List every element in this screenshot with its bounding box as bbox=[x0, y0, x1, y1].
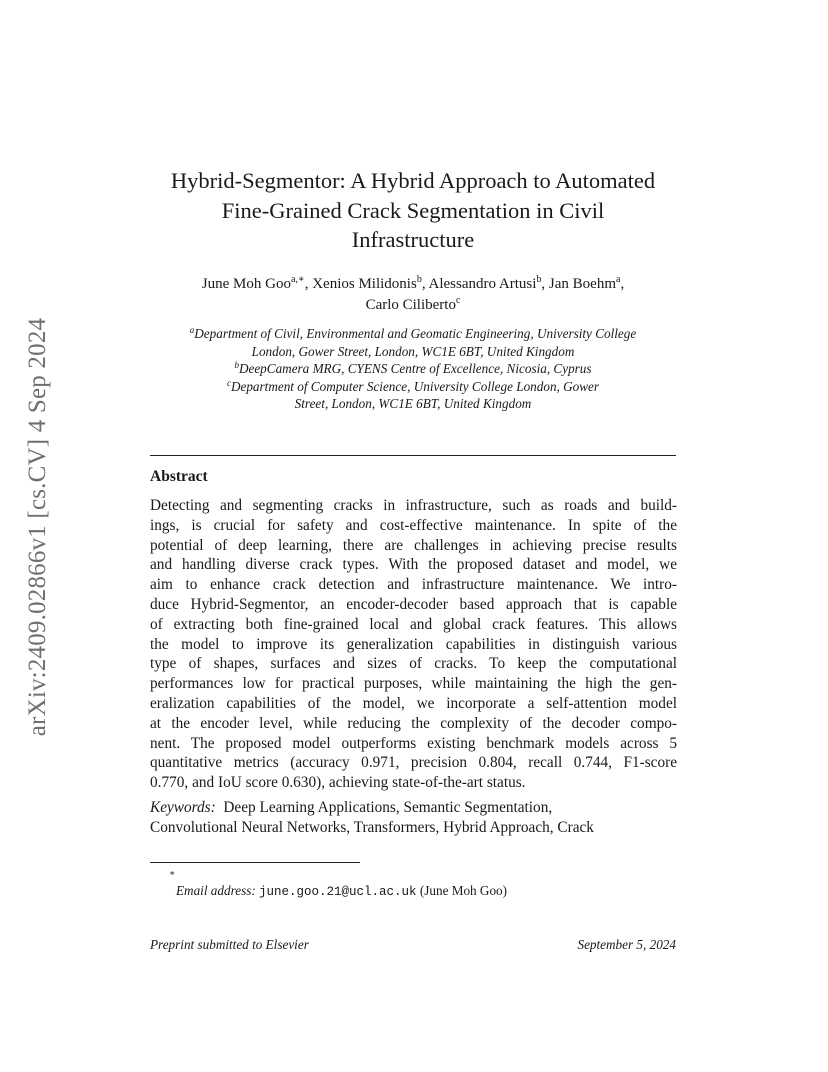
affiliation-c-cont: Street, London, WC1E 6BT, United Kingdom bbox=[294, 396, 532, 412]
preprint-note: Preprint submitted to Elsevier bbox=[150, 937, 309, 952]
author-list bbox=[150, 274, 676, 315]
abstract-line: the model to improve its generalization capabilities in distinguish various bbox=[150, 635, 677, 653]
affiliation-a-cont: London, Gower Street, London, WC1E 6BT, United Kingdom bbox=[251, 343, 575, 359]
abstract-line: quantitative metrics (accuracy 0.971, precision 0.804, recall 0.744, F1-score bbox=[150, 754, 677, 772]
affiliation-text: DeepCamera MRG, CYENS Centre of Excellence, Nicosia, Cyprus bbox=[238, 361, 592, 377]
affiliation-mark: c bbox=[226, 377, 231, 388]
author-affiliation-mark: a,∗ bbox=[290, 274, 305, 285]
author-line-2 bbox=[150, 295, 676, 316]
abstract-line: nent. The proposed model outperforms existing benchmark models across 5 bbox=[150, 734, 677, 752]
keywords bbox=[150, 798, 677, 838]
abstract-line: type of shapes, surfaces and sizes of cracks. To keep the computational bbox=[150, 655, 677, 673]
affiliation-mark: b bbox=[234, 360, 239, 371]
abstract-line: aim to enhance crack detection and infrastructure maintenance. We intro- bbox=[150, 576, 677, 594]
paper-title bbox=[150, 166, 676, 255]
email-address-link[interactable]: june.goo.21@ucl.ac.uk bbox=[259, 885, 417, 899]
affiliation-text: Department of Computer Science, University College London, Gower bbox=[230, 378, 600, 394]
abstract-line: potential of deep learning, there are challenges in achieving precise results bbox=[150, 536, 677, 554]
abstract-top-rule bbox=[150, 455, 676, 456]
author-name: June Moh Goo bbox=[201, 276, 291, 292]
abstract-line: performances low for practical purposes, while maintaining the high the gen- bbox=[150, 675, 677, 693]
author-affiliation-mark: a bbox=[616, 274, 621, 285]
abstract-line: eralization capabilities of the model, we incorporate a self-attention model bbox=[150, 694, 677, 712]
affiliation-c bbox=[150, 378, 676, 396]
author-affiliation-mark: b bbox=[416, 274, 422, 285]
abstract-line: ings, is crucial for safety and cost-effective maintenance. In spite of the bbox=[150, 516, 677, 534]
keywords-label: Keywords: bbox=[150, 799, 216, 816]
author-affiliation-mark: b bbox=[536, 274, 542, 285]
affiliation-text: Department of Civil, Environmental and Geomatic Engineering, University College bbox=[194, 326, 637, 341]
author-name: Carlo Ciliberto bbox=[365, 296, 456, 313]
affiliation-mark: a bbox=[189, 325, 195, 335]
author-name: Alessandro Artusi bbox=[428, 276, 537, 292]
arxiv-identifier-text: arXiv:2409.02866v1 [cs.CV] 4 Sep 2024 bbox=[24, 317, 52, 737]
abstract-body bbox=[150, 496, 677, 793]
author-affiliation-mark: c bbox=[455, 294, 461, 306]
title-line: Hybrid-Segmentor: A Hybrid Approach to Automated bbox=[170, 168, 656, 193]
author-name: Jan Boehm bbox=[548, 276, 616, 292]
preprint-date: September 5, 2024 bbox=[577, 937, 676, 952]
footnote-rule bbox=[150, 862, 360, 863]
abstract-line: at the encoder level, while reducing the complexity of the decoder compo- bbox=[150, 714, 677, 732]
keywords-line-1 bbox=[150, 798, 677, 818]
keywords-text: Deep Learning Applications, Semantic Segmentation, bbox=[223, 799, 553, 816]
abstract-line: and handling diverse crack types. With the proposed dataset and model, we bbox=[150, 556, 677, 574]
abstract-line: duce Hybrid-Segmentor, an encoder-decoder based approach that is capable bbox=[150, 595, 677, 613]
affiliation-list bbox=[150, 325, 676, 413]
affiliation-a bbox=[150, 325, 676, 343]
affiliation-b bbox=[150, 360, 676, 378]
keywords-line-2: Convolutional Neural Networks, Transformers, Hybrid Approach, Crack bbox=[150, 818, 594, 836]
author-name: Xenios Milidonis bbox=[312, 276, 417, 292]
footnote-mark: ∗ bbox=[169, 868, 176, 878]
arxiv-identifier bbox=[20, 294, 56, 760]
abstract-line: Detecting and segmenting cracks in infrastructure, such as roads and build- bbox=[150, 497, 677, 514]
footnote-email bbox=[176, 882, 507, 901]
abstract-line: of extracting both fine-grained local and global crack features. This allows bbox=[150, 615, 677, 633]
title-line: Fine-Grained Crack Segmentation in Civil bbox=[221, 197, 605, 223]
email-label: Email address: bbox=[176, 883, 256, 898]
abstract-line: 0.770, and IoU score 0.630), achieving state-of-the-art status. bbox=[150, 774, 526, 792]
email-owner: (June Moh Goo) bbox=[419, 883, 508, 898]
abstract-heading: Abstract bbox=[150, 468, 208, 485]
author-line-1: June Moh Goo$^{a,∗}$, Xenios Milidonis$^b$, Alessandro Artusi$^b$, Jan Boehm$^a$, bbox=[201, 274, 625, 292]
title-line: Infrastructure bbox=[351, 227, 475, 252]
